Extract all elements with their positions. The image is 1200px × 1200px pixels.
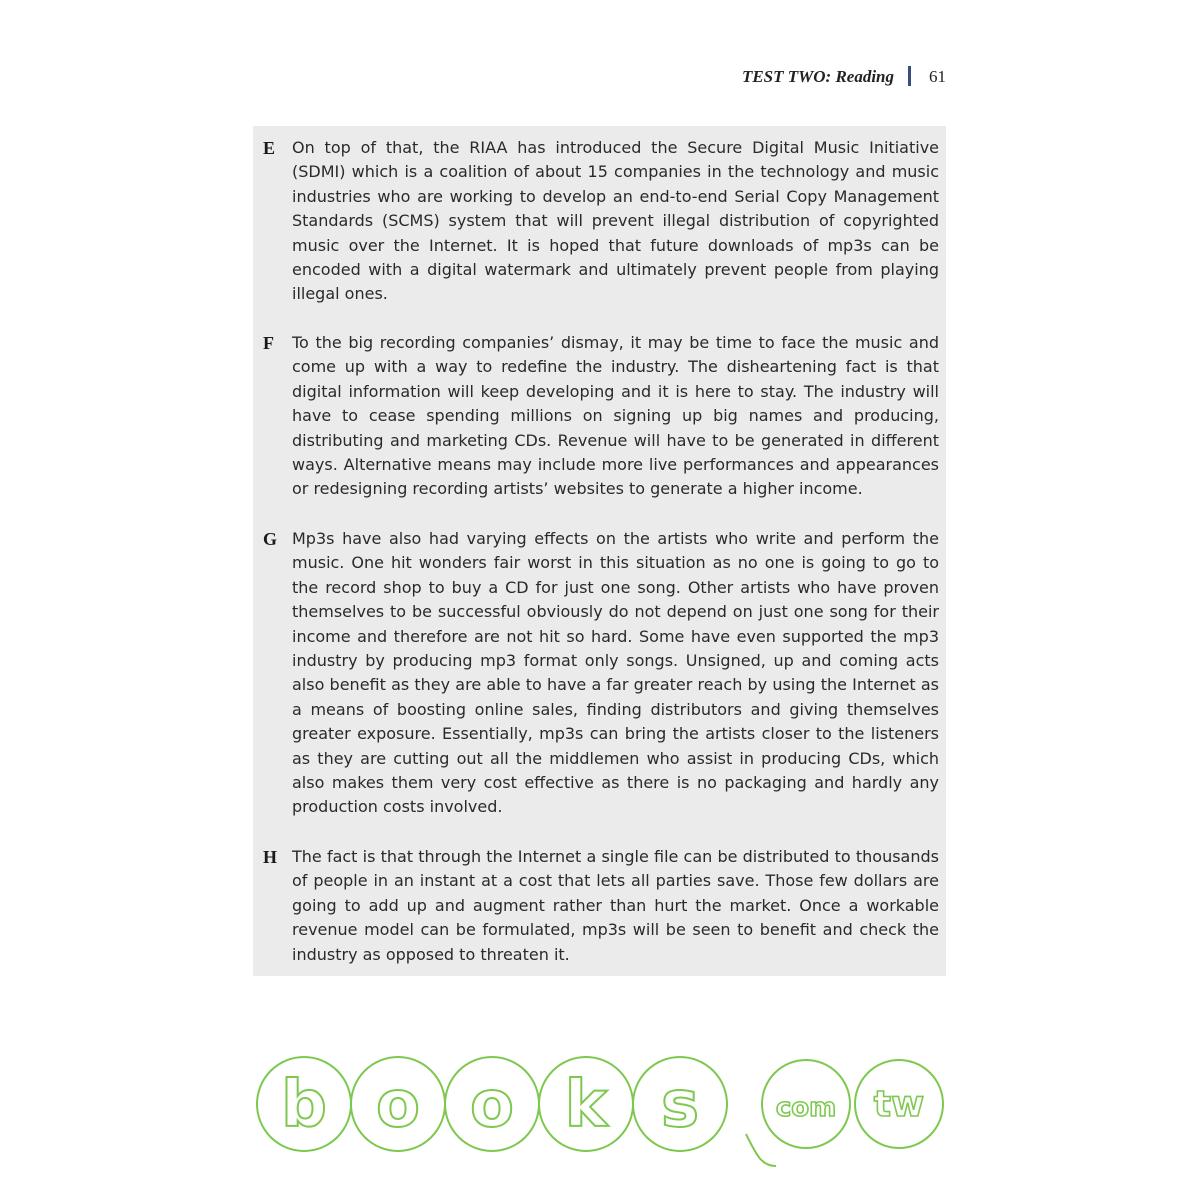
watermark-letter: o	[470, 1068, 514, 1142]
watermark-letter: b	[281, 1068, 327, 1142]
paragraph-e	[253, 136, 939, 307]
paragraph-text: The fact is that through the Internet a single file can be distributed to thousands of people in an instant at a cost that lets all parties save. Those few dollars are going to add up and augment rather than hurt the market. Once a workable revenue model can be formulated, mp3s will be seen to benefit and check the industry as opposed to threaten it.	[292, 847, 939, 964]
watermark-letter: k	[564, 1068, 608, 1142]
paragraph-g	[253, 527, 939, 820]
bookstw-watermark-logo	[256, 1054, 946, 1174]
paragraph-text: To the big recording companies’ dismay, it may be time to face the music and come up with a way to redefine the industry. The disheartening fact is that digital information will keep developing and it is here to stay. The industry will have to cease spending millions on signing up big names and producing, distributing and marketing CDs. Revenue will have to be generated in different ways. Alternative means may include more live performances and appearances or redesigning recording artists’ websites to generate a higher income.	[292, 333, 939, 499]
paragraph-h	[253, 845, 939, 967]
watermark-letter: o	[376, 1068, 420, 1142]
watermark-letter: s	[660, 1068, 700, 1142]
paragraph-f	[253, 331, 939, 502]
paragraph-text: Mp3s have also had varying effects on the artists who write and perform the music. One hit wonders fair worst in this situation as no one is going to go to the record shop to buy a CD for just one song. Other artists who have proven themselves to be successful obviously do not depend on just one song for their income and therefore are not hit so hard. Some have even supported the mp3 industry by producing mp3 format only songs. Unsigned, up and coming acts also benefit as they are able to have a far greater reach by using the Internet as a means of boosting online sales, finding distributors and giving themselves greater exposure. Essentially, mp3s can bring the artists closer to the listeners as they are cutting out all the middlemen who assist in producing CDs, which also makes them very cost effective as there is no packaging and hardly any production costs involved.	[292, 529, 939, 817]
watermark-tail	[746, 1134, 776, 1166]
watermark-domain-text: com	[775, 1093, 837, 1123]
paragraph-letter: G	[263, 529, 278, 549]
header-divider	[908, 66, 911, 86]
paragraph-text: On top of that, the RIAA has introduced the Secure Digital Music Initiative (SDMI) which is a coalition of about 15 companies in the technology and music industries who are working to develop an end-to-end Serial Copy Management Standards (SCMS) system that will prevent illegal distribution of copyrighted music over the Internet. It is hoped that future downloads of mp3s can be encoded with a digital watermark and ultimately prevent people from playing illegal ones.	[292, 138, 939, 304]
page-number: 61	[929, 67, 946, 86]
paragraph-letter: H	[263, 847, 278, 867]
watermark-domain-text: tw	[873, 1084, 925, 1125]
running-header	[600, 66, 946, 96]
paragraph-letter: E	[263, 138, 276, 158]
paragraph-letter: F	[263, 333, 274, 353]
section-title: TEST TWO: Reading	[741, 67, 894, 86]
